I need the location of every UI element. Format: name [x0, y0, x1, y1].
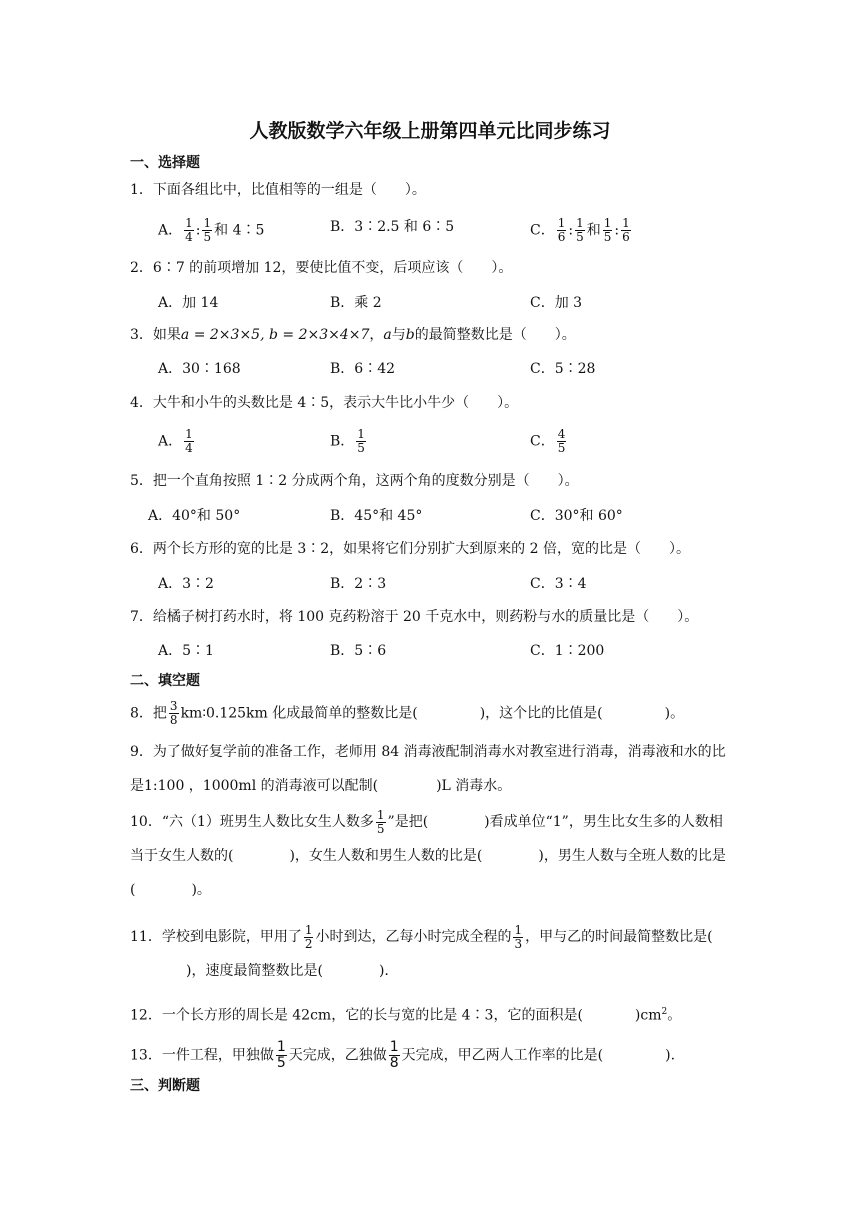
q6-option-c: C．3∶4 [530, 576, 587, 592]
q7-option-c: C．1∶200 [530, 643, 605, 659]
question-8: 8．把 $\frac{3}{8}$ km∶0.125km 化成最简单的整数比是( )，这个比的比值是( )。 [130, 699, 685, 727]
q1-option-a: A． $\frac{1}{4}$ : $\frac{1}{5}$ 和 4∶5 [158, 216, 265, 244]
q4-option-a: A． $\frac{1}{4}$ [158, 427, 193, 455]
q2-option-c: C．加 3 [530, 295, 583, 311]
q6-option-b: B．2∶3 [330, 576, 387, 592]
q7-option-b: B．5∶6 [330, 643, 387, 659]
question-9: 9．为了做好复学前的准备工作，老师用 84 消毒液配制消毒水对教室进行消毒，消毒液和水的比是1:100 ，1000ml 的消毒液可以配制( )L 消毒水。 [130, 744, 726, 794]
q5-option-c: C．30°和 60° [530, 508, 623, 524]
q3-option-a: A．30∶168 [158, 361, 241, 377]
section-heading-fill: 二、填空题 [130, 673, 200, 689]
q4-option-c: C． $\frac{4}{5}$ [530, 427, 566, 455]
q7-option-a: A．5∶1 [158, 643, 214, 659]
q5-option-a: A．40°和 50° [148, 508, 241, 524]
q1-option-b: B．3∶2.5 和 6∶5 [330, 219, 455, 235]
question-3: 3．如果a = 2×3×5, b = 2×3×4×7，a与b的最简整数比是（ ）。 [130, 327, 576, 343]
question-6: 6．两个长方形的宽的比是 3∶2，如果将它们分别扩大到原来的 2 倍，宽的比是（ ）。 [130, 541, 690, 557]
section-heading-judge: 三、判断题 [130, 1078, 200, 1094]
q2-option-b: B．乘 2 [330, 295, 382, 311]
section-heading-choice: 一、选择题 [130, 155, 200, 171]
q6-option-a: A．3∶2 [158, 576, 214, 592]
q5-option-b: B．45°和 45° [330, 508, 423, 524]
question-12: 12．一个长方形的周长是 42cm，它的长与宽的比是 4∶3，它的面积是( )$cm^2$。 [130, 1007, 682, 1024]
question-11: 11．学校到电影院，甲用了 $\frac{1}{2}$ 小时到达，乙每小时完成全程的 $\frac{1}{3}$ ，甲与乙的时间最简整数比是()，速度最简整数比是( ). [130, 922, 713, 979]
question-1: 1．下面各组比中，比值相等的一组是（ ）。 [130, 182, 426, 198]
q4-option-b: B． $\frac{1}{5}$ [330, 427, 365, 455]
question-10: 10．“六（1）班男生人数比女生人数多 $\frac{1}{5}$ ”是把( )看成单位“1”，男生比女生多的人数相当于女生人数的( )，女生人数和男生人数的比是( )，男生人数与全班人数的比是( )。 [130, 807, 726, 898]
question-13: 13．一件工程，甲独做 $\frac{1}{5}$ 天完成，乙独做 $\frac{1}{8}$ 天完成，甲乙两人工作率的比是( ). [130, 1039, 676, 1071]
q3-option-c: C．5∶28 [530, 361, 596, 377]
q2-option-a: A．加 14 [158, 295, 219, 311]
question-2: 2．6∶7 的前项增加 12，要使比值不变，后项应该（ ）。 [130, 260, 513, 276]
q1-option-c: C． $\frac{1}{6}$ : $\frac{1}{5}$ 和 $\frac{1}{5}$ : $\frac{1}{6}$ [530, 216, 630, 244]
question-5: 5．把一个直角按照 1∶2 分成两个角，这两个角的度数分别是（ ）。 [130, 473, 579, 489]
question-4: 4．大牛和小牛的头数比是 4∶5，表示大牛比小牛少（ ）。 [130, 395, 519, 411]
q3-option-b: B．6∶42 [330, 361, 396, 377]
question-7: 7．给橘子树打药水时，将 100 克药粉溶于 20 千克水中，则药粉与水的质量比是（ ）。 [130, 609, 699, 625]
page-title: 人教版数学六年级上册第四单元比同步练习 [249, 120, 611, 142]
